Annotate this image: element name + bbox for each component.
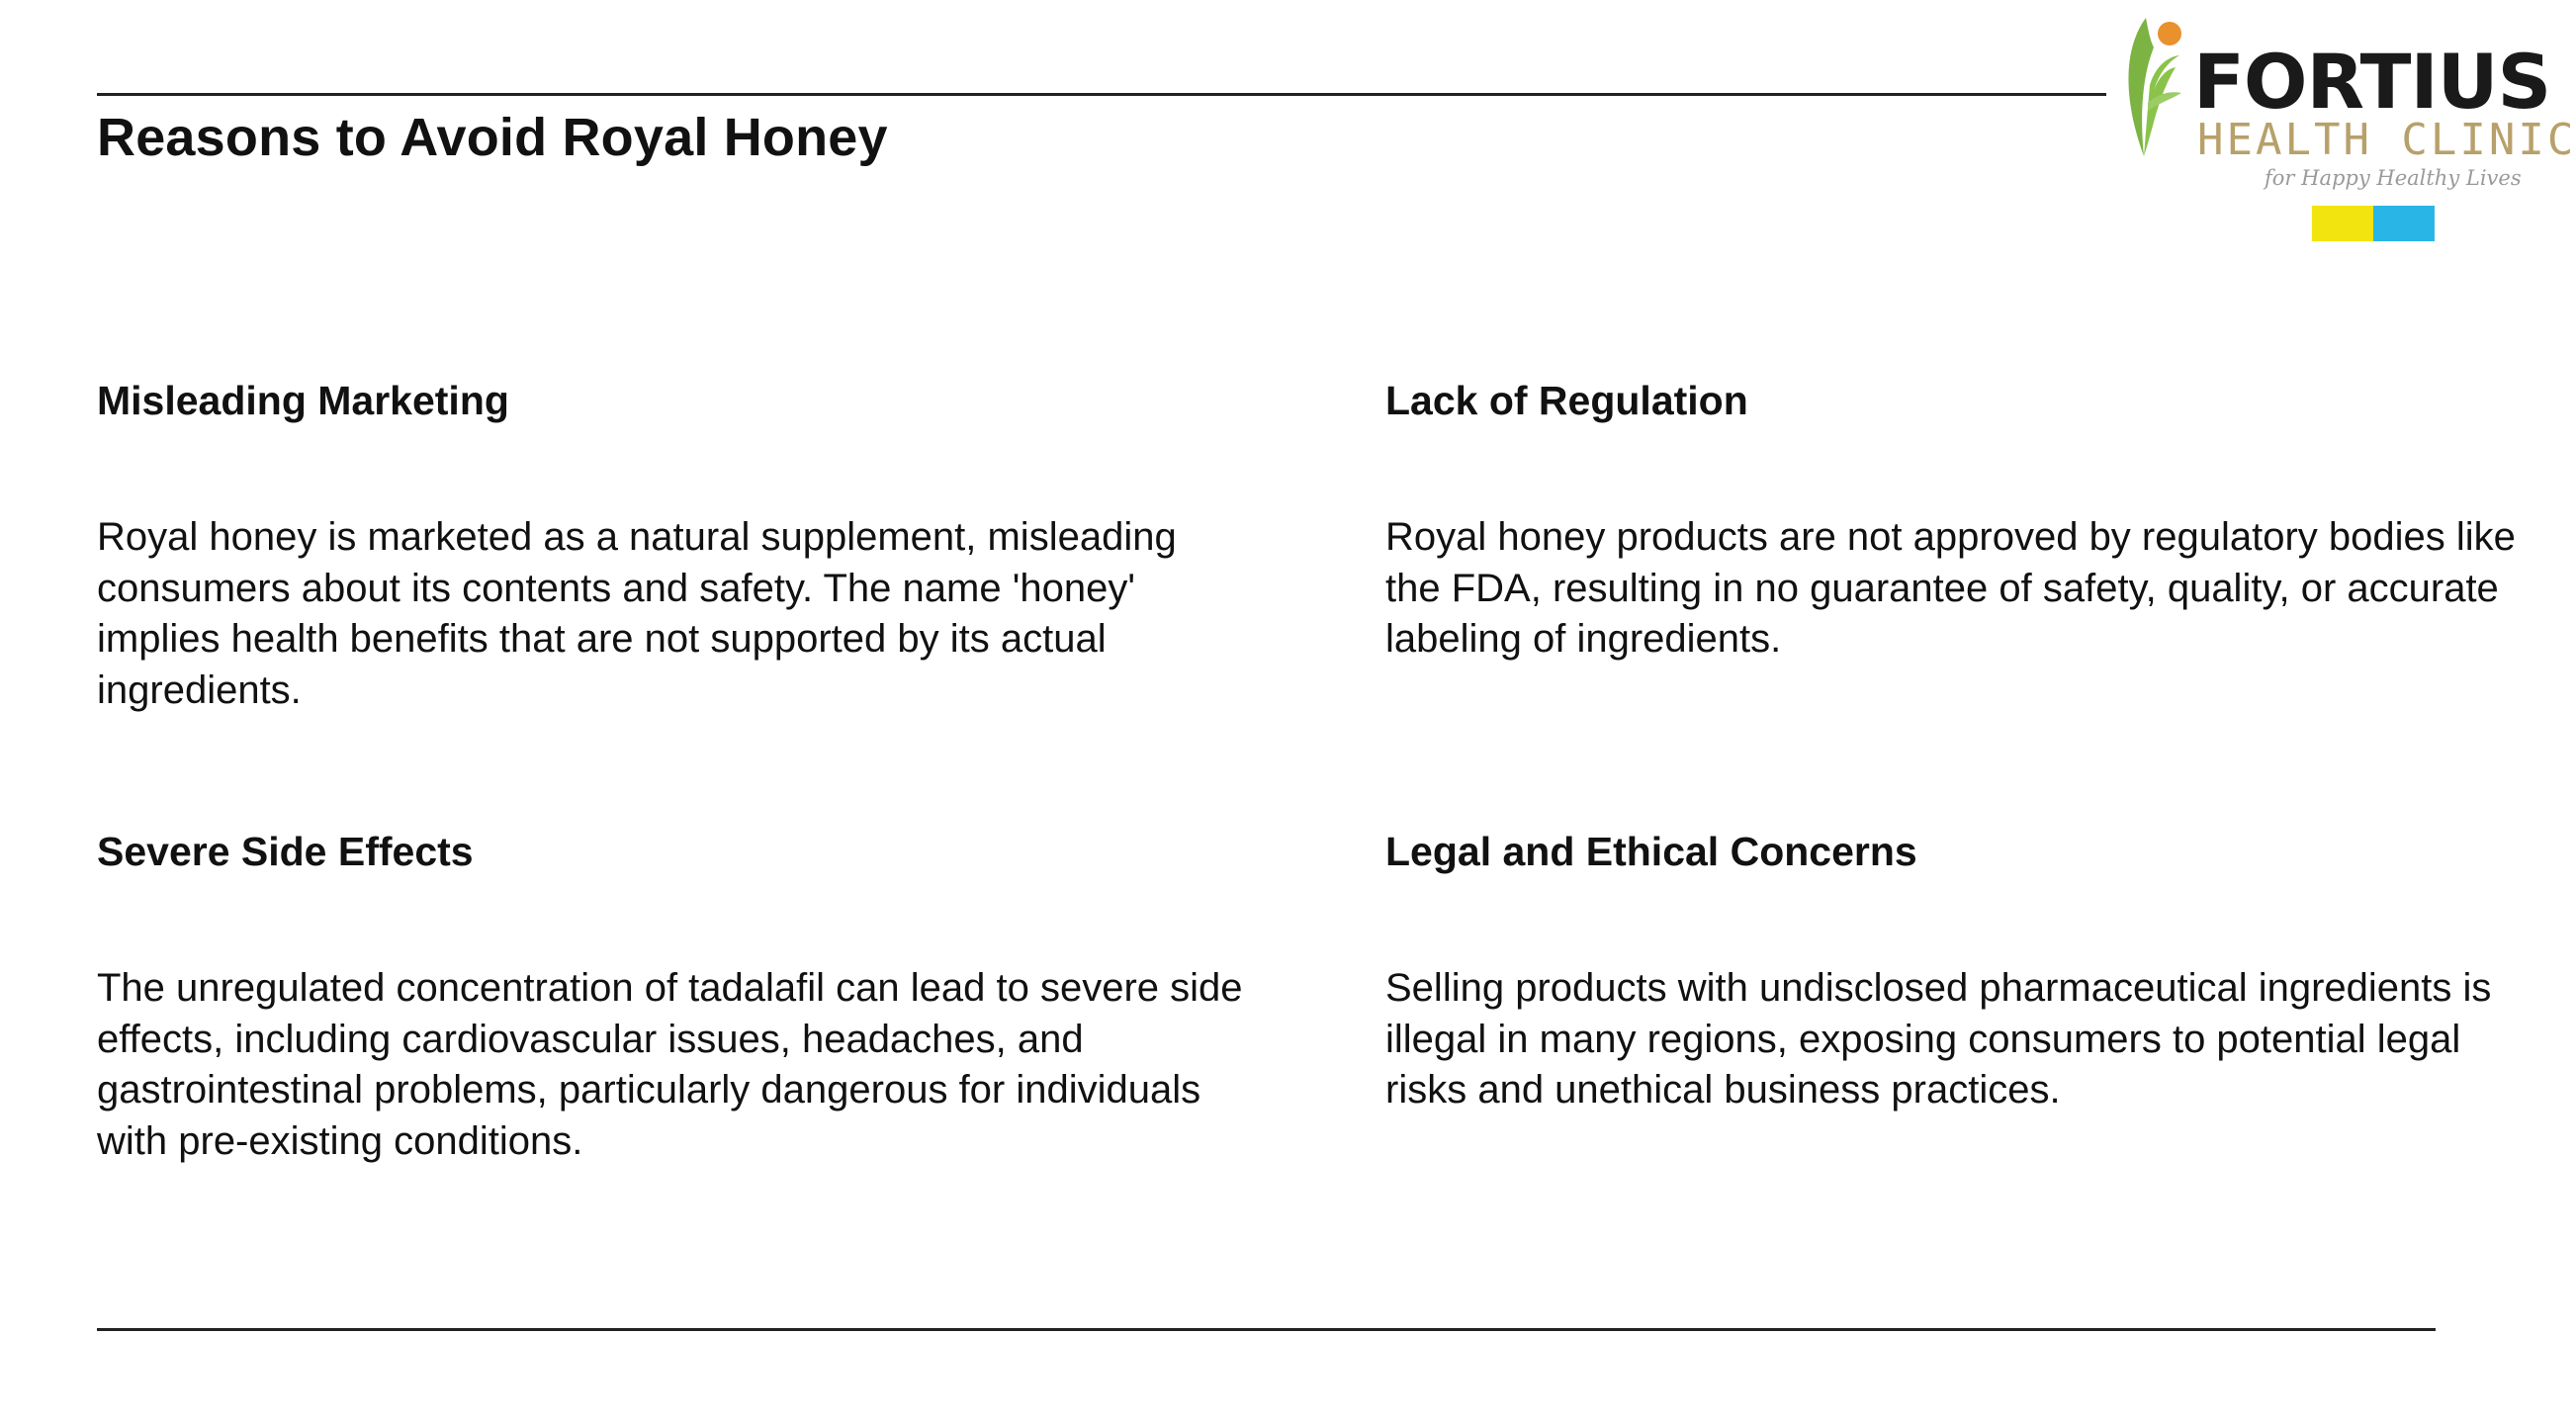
logo-tagline: for Happy Healthy Lives [2265, 166, 2522, 190]
reason-body: Royal honey products are not approved by regulatory bodies like the FDA, resulting in no guarantee of safety, quality, or accurate labeling of ingredients. [1385, 515, 2516, 661]
logo-name: FORTIUS [2193, 38, 2551, 126]
clinic-logo [2114, 8, 2576, 245]
reason-body: The unregulated concentration of tadalafil can lead to severe side effects, including cardiovascular issues, headaches, and gastrointestinal problems, particularly dangerous for individuals with pre-existing conditions. [97, 966, 1243, 1163]
reason-heading: Misleading Marketing [97, 378, 509, 423]
reason-lack-of-regulation [1385, 376, 2552, 661]
reason-severe-side-effects [97, 827, 1264, 1163]
reason-heading: Legal and Ethical Concerns [1385, 829, 1917, 874]
reason-body: Selling products with undisclosed pharmaceutical ingredients is illegal in many regions, exposing consumers to potential legal risks and unethical business practices. [1385, 966, 2492, 1112]
reason-heading: Lack of Regulation [1385, 378, 1748, 423]
page-title: Reasons to Avoid Royal Honey [97, 108, 888, 167]
reason-body: Royal honey is marketed as a natural supplement, misleading consumers about its contents and safety. The name 'honey' implies health benefits that are not supported by its actual ingredients. [97, 515, 1177, 712]
blue-swatch [2373, 206, 2435, 241]
reason-misleading-marketing [97, 376, 1264, 712]
yellow-swatch [2312, 206, 2373, 241]
reason-legal-ethical-concerns [1385, 827, 2552, 1112]
bottom-divider [97, 1328, 2436, 1331]
top-divider [97, 93, 2106, 96]
leaf-figure-icon [2114, 8, 2193, 166]
logo-subtitle: HEALTH CLINIC [2197, 115, 2576, 165]
reason-heading: Severe Side Effects [97, 829, 474, 874]
